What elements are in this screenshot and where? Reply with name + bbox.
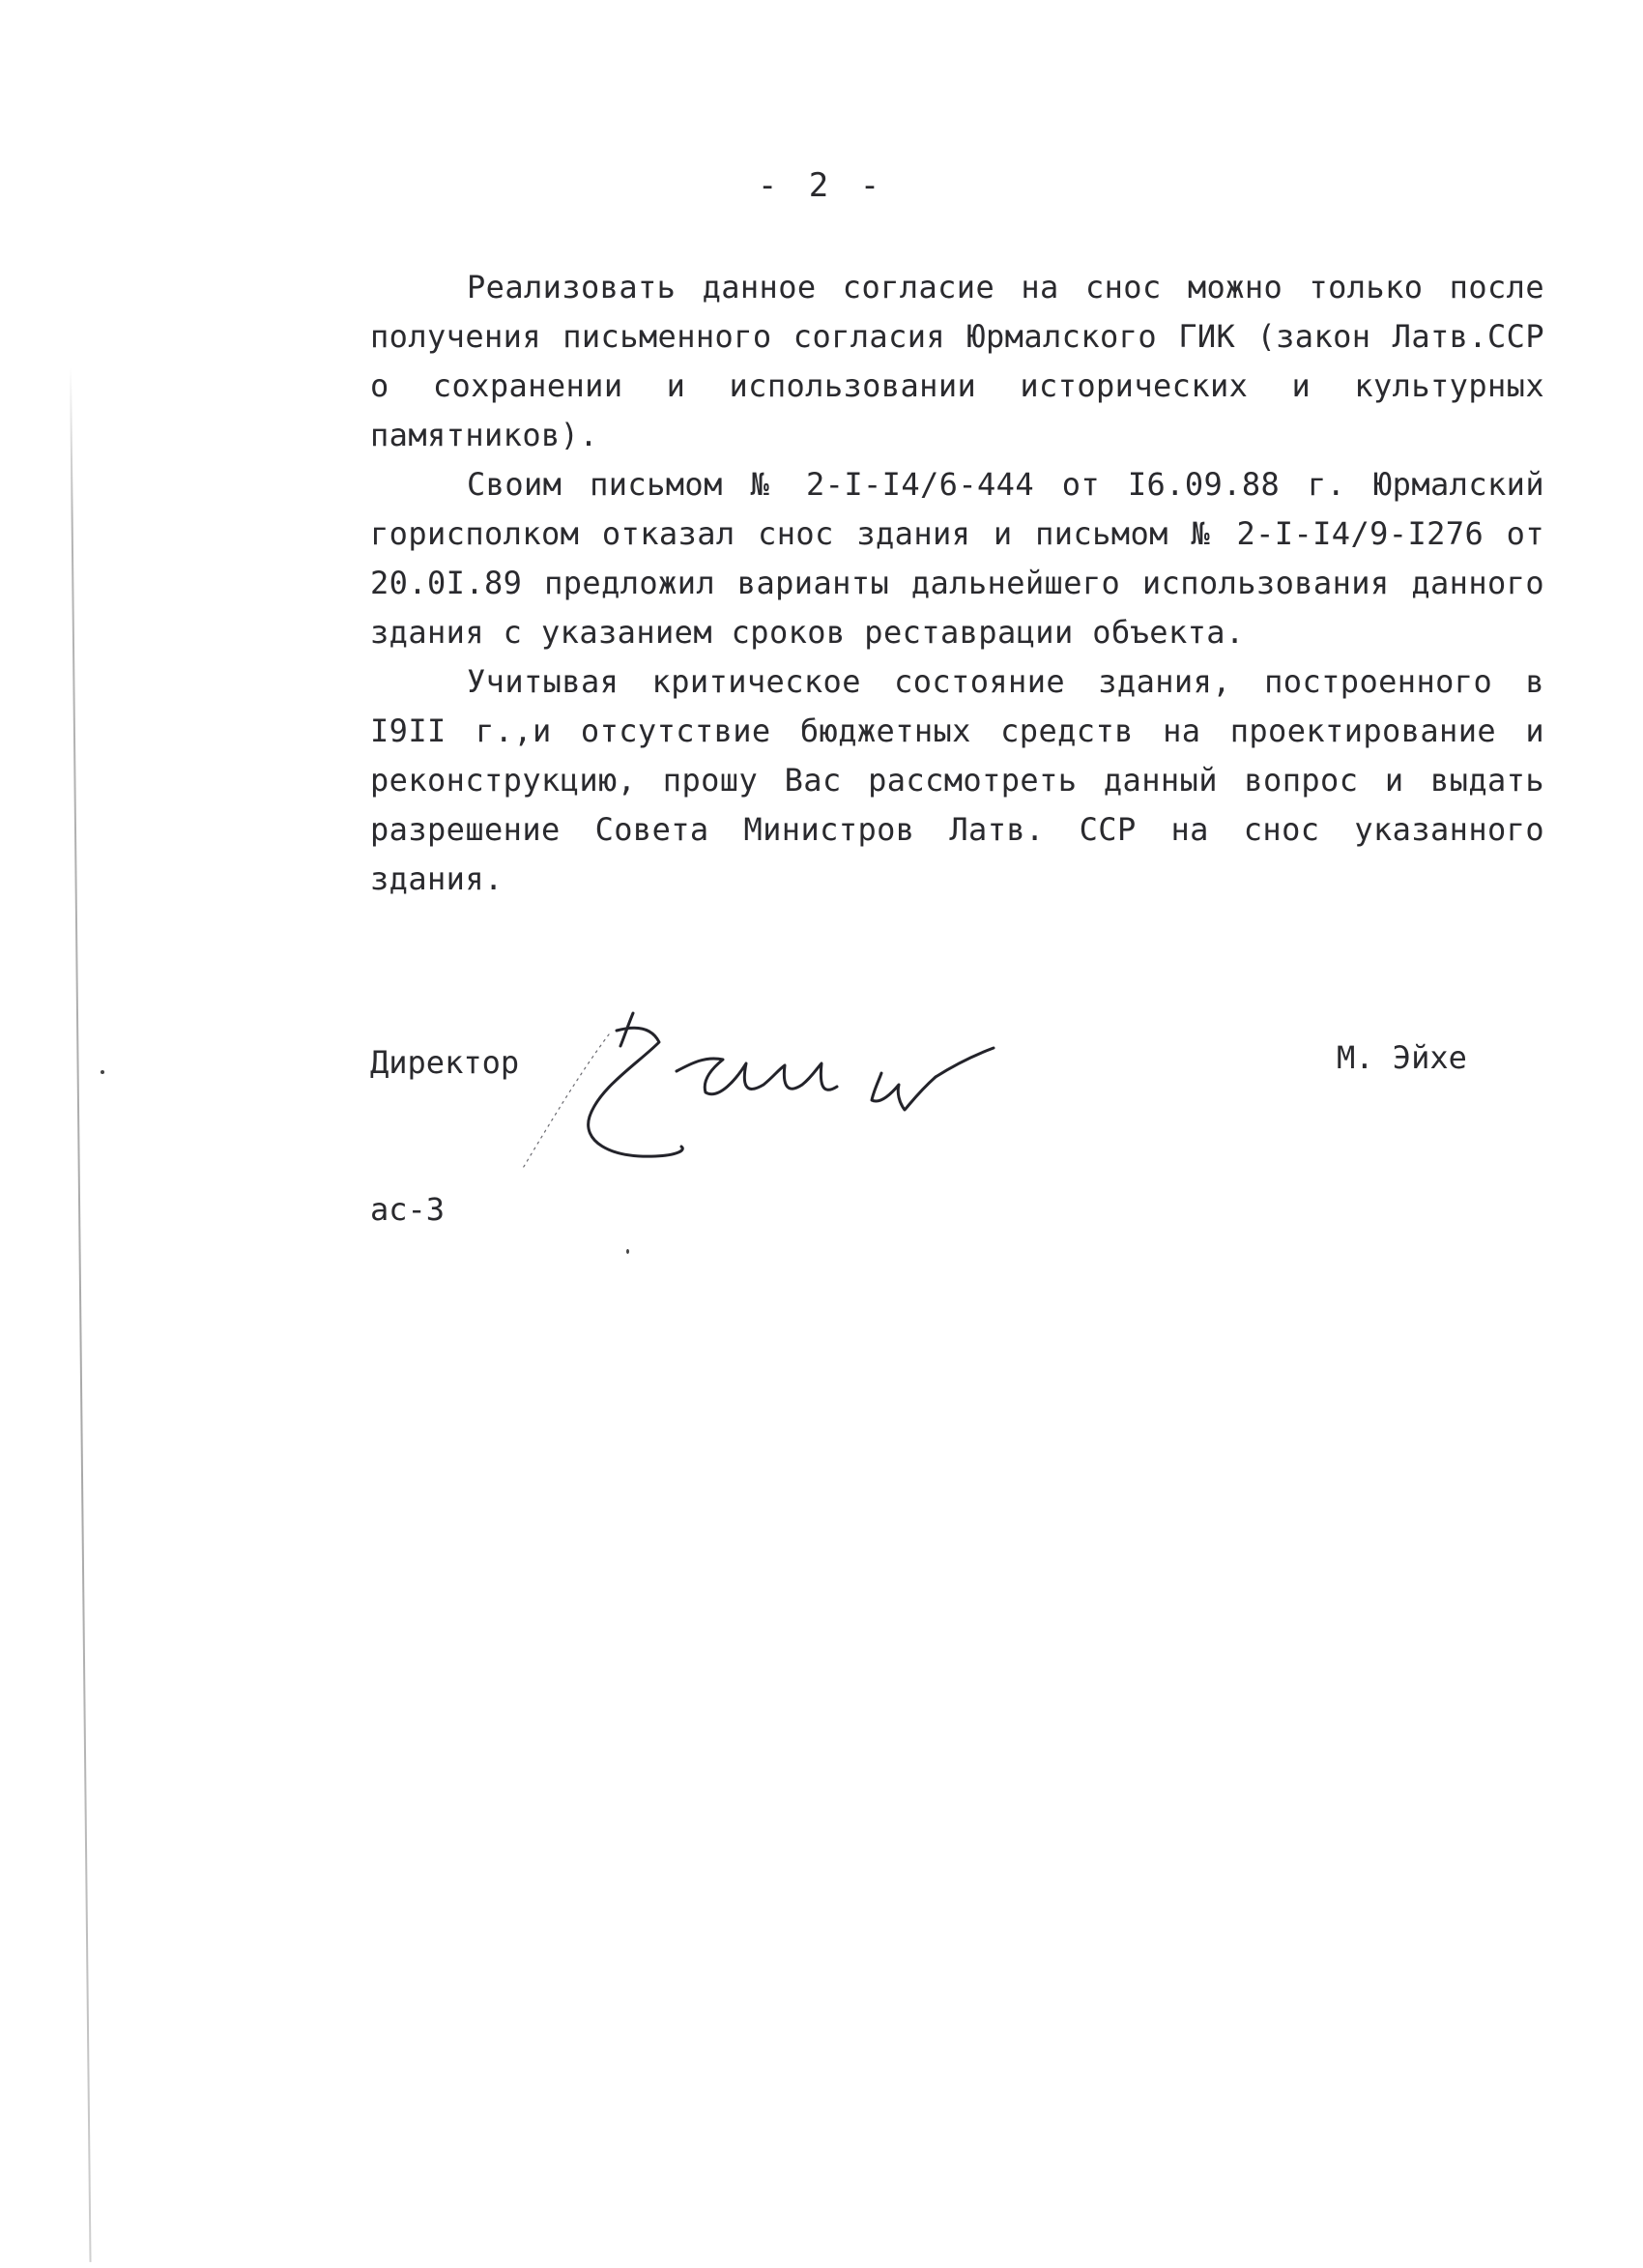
signatory-title: Директор <box>370 1044 520 1081</box>
letter-body <box>370 263 1544 904</box>
body-paragraph: Учитывая критическое состояние здания, построенного в I9II г.,и отсутствие бюджетных средств на проектирование и реконструкцию, прошу Вас рассмотреть данный вопрос и выдать разрешение Совета Министров Латв. ССР на снос указанного здания. <box>370 663 1544 897</box>
handwritten-signature <box>483 996 1034 1189</box>
reference-code: ас-3 <box>370 1191 446 1228</box>
scan-speck <box>101 1070 104 1074</box>
scan-page-edge <box>70 367 92 2262</box>
scan-speck <box>626 1249 629 1254</box>
signatory-name: М. Эйхе <box>1337 1039 1467 1076</box>
body-paragraph: Своим письмом № 2-I-I4/6-444 от I6.09.88 г. Юрмалский горисполком отказал снос здания и письмом № 2-I-I4/9-I276 от 20.0I.89 предложил варианты дальнейшего использования данного здания с указанием сроков реставрации объекта. <box>370 466 1544 651</box>
body-paragraph: Реализовать данное согласие на снос можно только после получения письменного согласия Юрмалского ГИК (закон Латв.ССР о сохранении и использовании исторических и культурных памятников). <box>370 269 1544 453</box>
page-number: - 2 - <box>757 166 886 205</box>
